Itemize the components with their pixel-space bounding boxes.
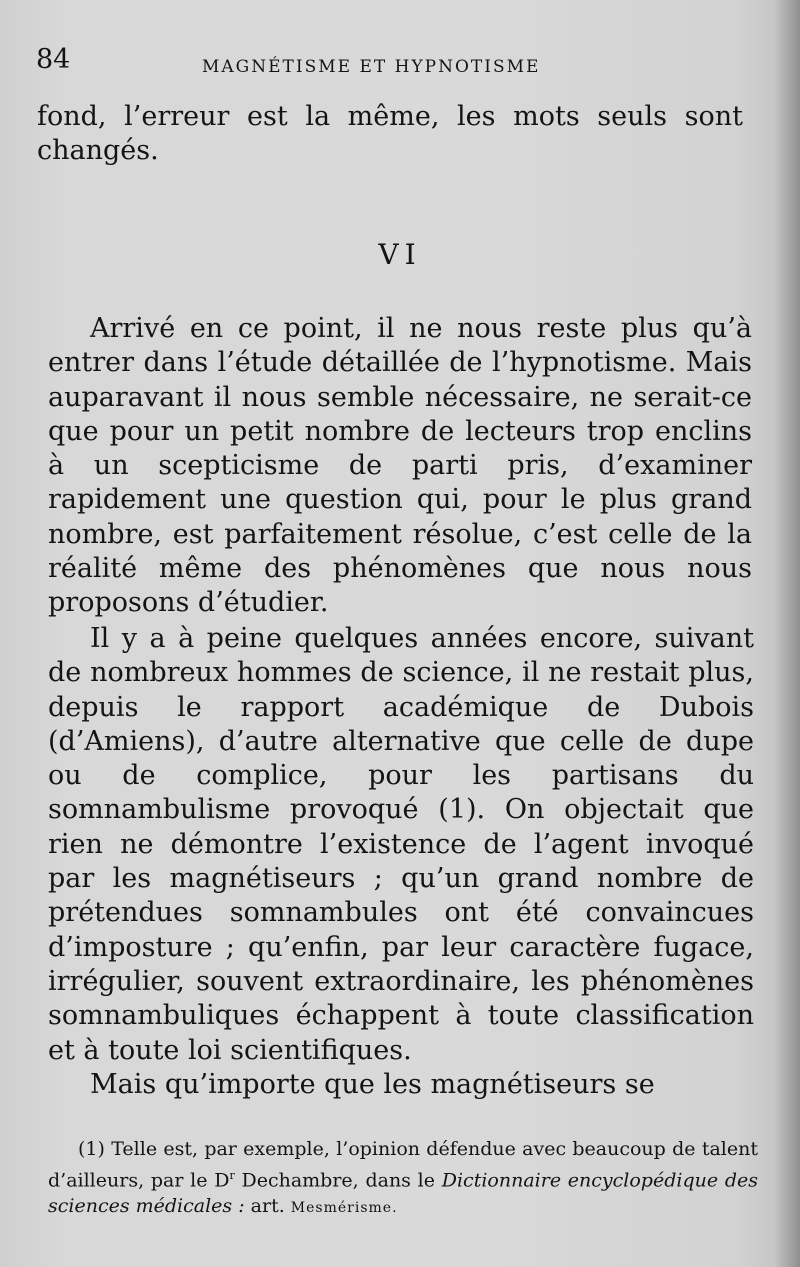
- page-number: 84: [36, 44, 71, 75]
- paragraph: Mais qu’importe que les magnétiseurs se: [90, 1069, 655, 1100]
- page-edge-shadow: [774, 0, 800, 1267]
- footnote-text: Telle est, par exemple, l’opinion défendue avec beaucoup de talent d’ailleurs, par le D: [48, 1138, 758, 1191]
- page-header: [36, 44, 736, 84]
- footnote-marker: (1): [78, 1138, 105, 1160]
- footnote-italic-title: Dictionnaire encyclopédique des sciences médicales :: [48, 1168, 758, 1218]
- paragraph: Arrivé en ce point, il ne nous reste plus qu’à entrer dans l’étude détaillée de l’hypnotisme. Mais auparavant il nous semble nécessaire, ne serait-ce que pour un petit nombre de lecteurs trop enclins à un scepticisme de parti pris, d’examiner rapidement une question qui, pour le plus grand nombre, est parfaitement résolue, c’est celle de la réalité même des phénomènes que nous nous proposons d’étudier.: [48, 313, 752, 619]
- carry-over-paragraph: fond, l’erreur est la même, les mots seuls sont changés.: [37, 101, 743, 167]
- running-title: MAGNÉTISME ET HYPNOTISME: [202, 57, 541, 77]
- footnote-text: art.: [250, 1195, 285, 1218]
- section-heading: VI: [378, 238, 422, 271]
- footnote-text: Dechambre, dans le: [241, 1168, 435, 1191]
- footnote-smallcaps: Mesmérisme.: [290, 1200, 398, 1217]
- footnote-superscript: r: [229, 1168, 235, 1182]
- paragraph: Il y a à peine quelques années encore, suivant de nombreux hommes de science, il ne restait plus, depuis le rapport académique de Dubois (d’Amiens), d’autre alternative que celle de dupe ou de complice, pour les partisans du somnambulisme provoqué (1). On objectait que rien ne démontre l’existence de l’agent invoqué par les magnétiseurs ; qu’un grand nombre de prétendues somnambules ont été convaincues d’imposture ; qu’enfin, par leur caractère fugace, irrégulier, souvent extraordinaire, les phénomènes somnambuliques échappent à toute classification et à toute loi scientifiques.: [48, 623, 754, 1066]
- footnote: [48, 1136, 758, 1222]
